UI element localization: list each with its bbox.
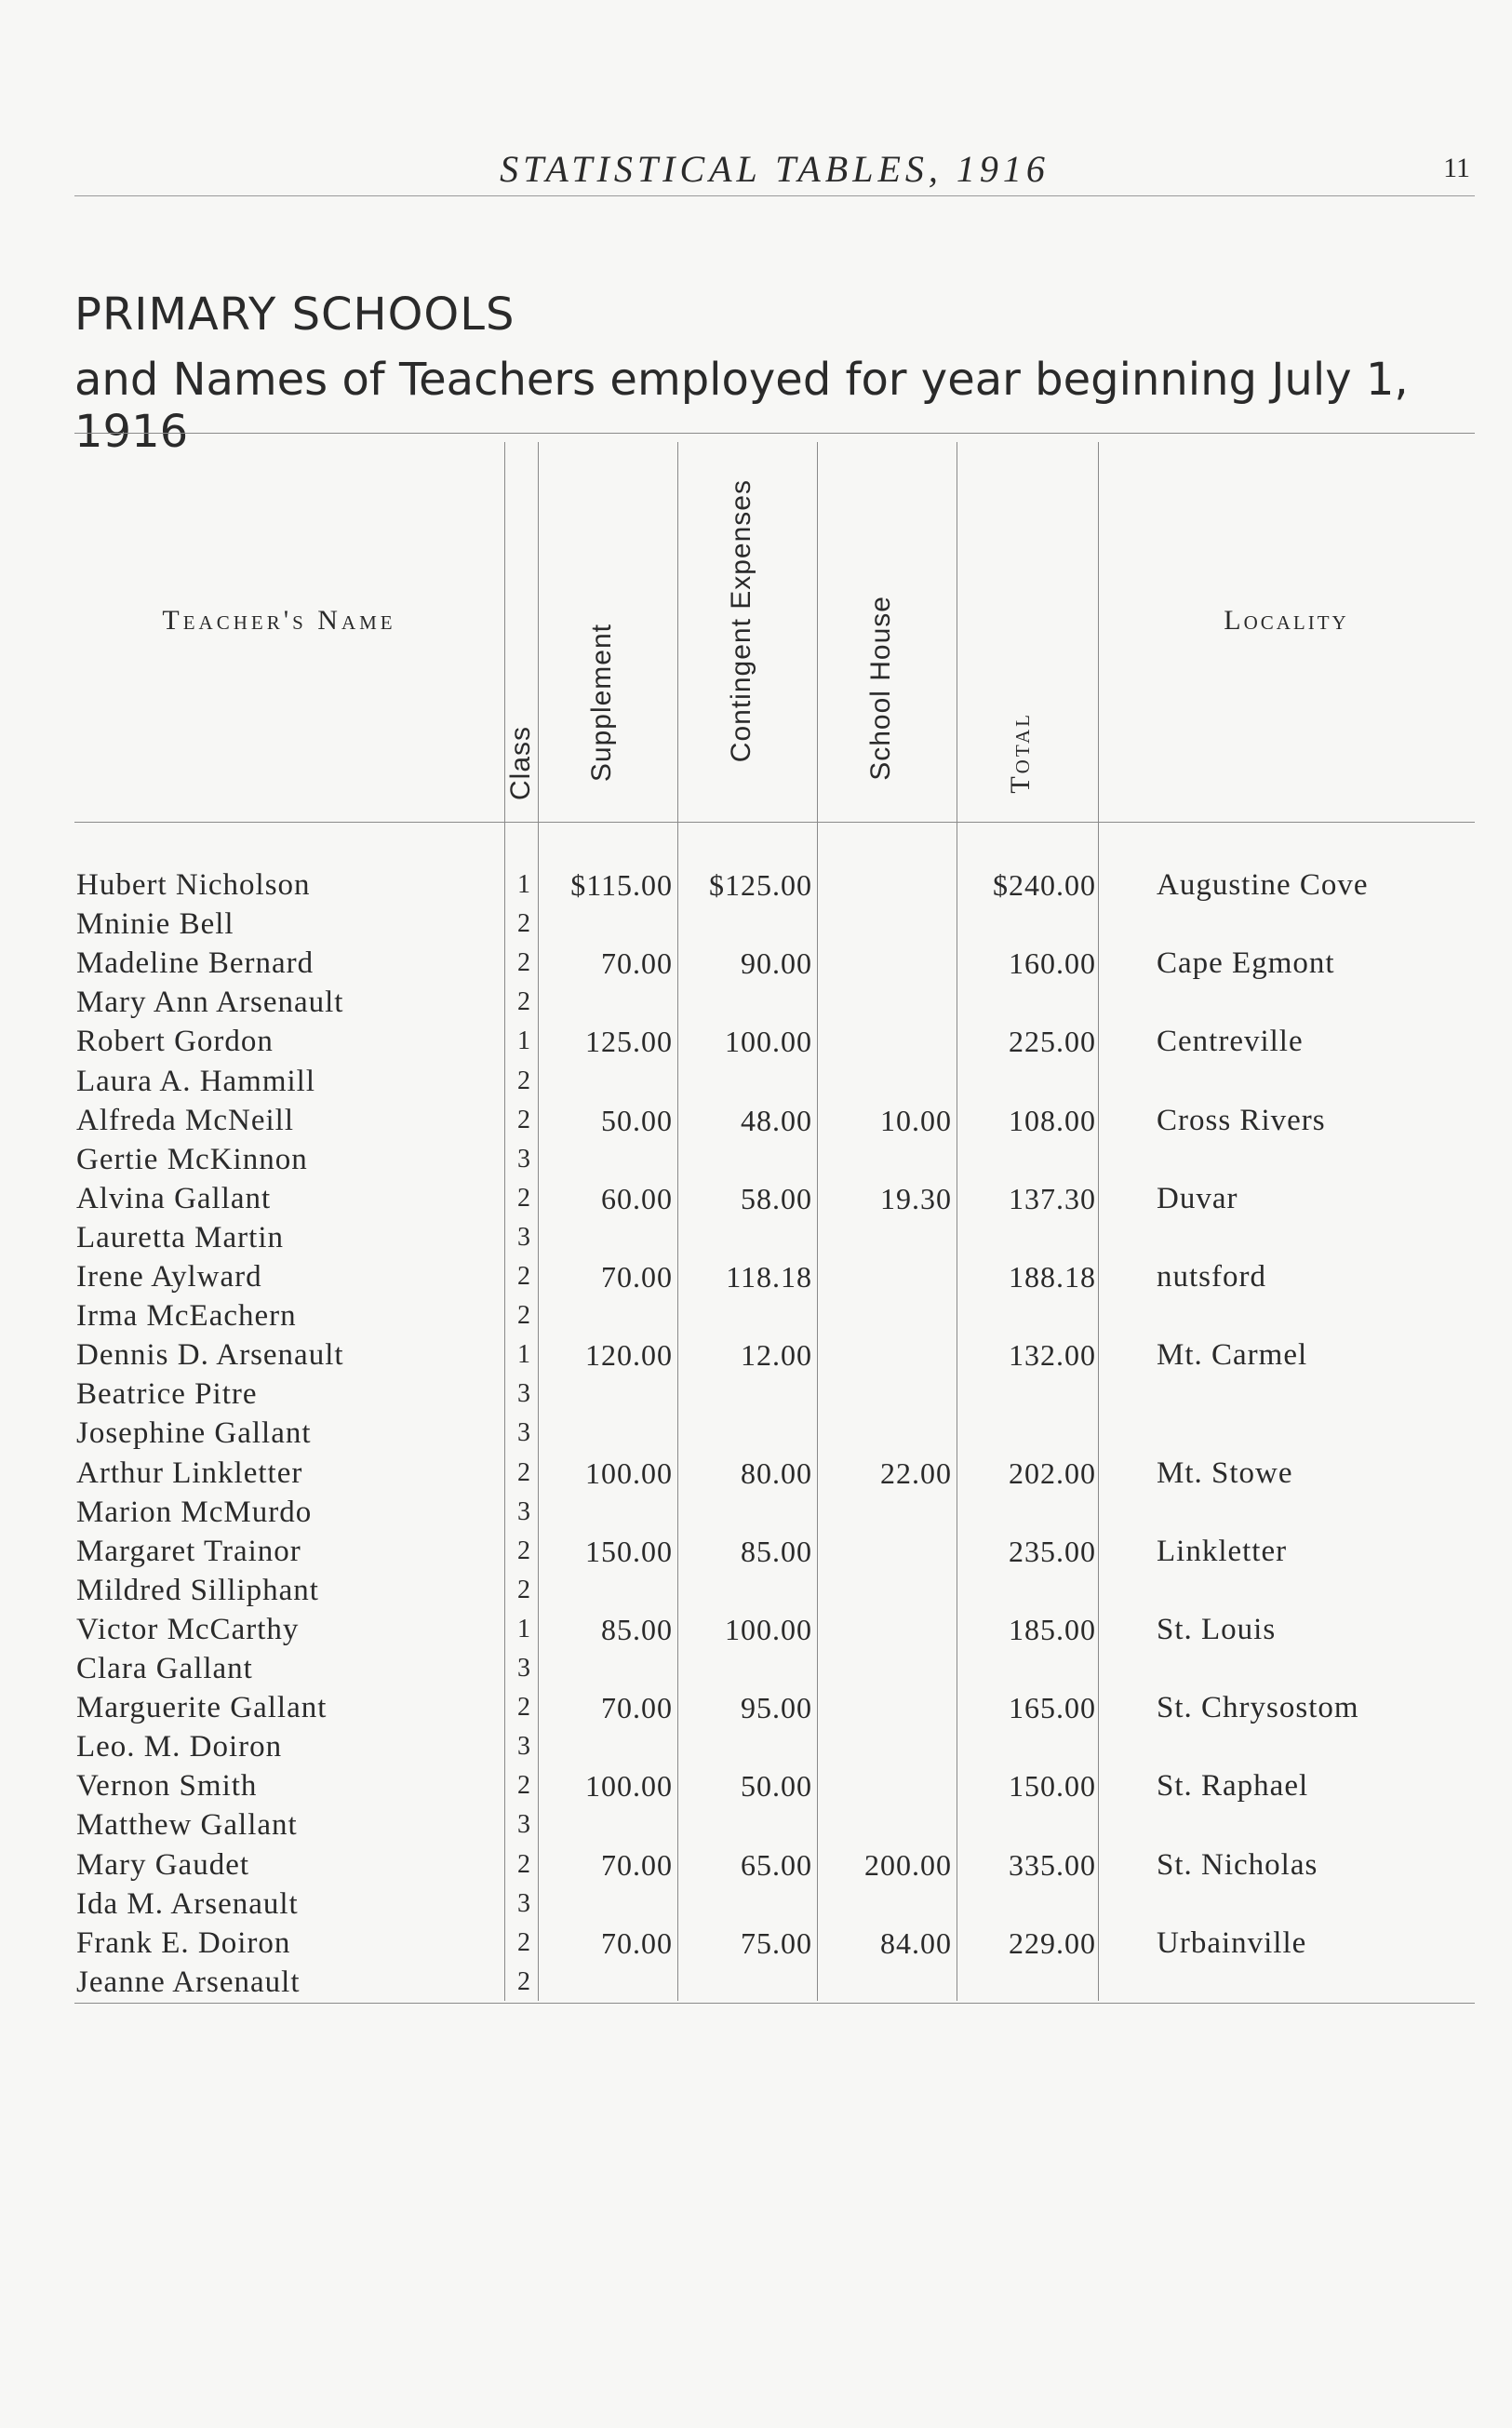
total-cell: 185.00 bbox=[1009, 1612, 1096, 1646]
table-row bbox=[0, 1493, 1512, 1532]
teacher-name: Leo. M. Doiron bbox=[76, 1730, 283, 1764]
class-cell: 3 bbox=[517, 1654, 530, 1683]
supplement-cell: 60.00 bbox=[601, 1181, 673, 1215]
table-row bbox=[0, 1179, 1512, 1218]
total-cell: 225.00 bbox=[1009, 1025, 1096, 1059]
teacher-name: Gertie McKinnon bbox=[76, 1142, 308, 1176]
total-cell: 132.00 bbox=[1009, 1338, 1096, 1373]
column-header-teacher: Teacher's Name bbox=[162, 605, 396, 636]
column-header-supplement: Supplement bbox=[586, 624, 617, 783]
contingent-cell: 65.00 bbox=[741, 1847, 812, 1882]
teacher-name: Ida M. Arsenault bbox=[76, 1886, 299, 1921]
table-row bbox=[0, 1649, 1512, 1688]
contingent-cell: 100.00 bbox=[725, 1025, 812, 1059]
class-cell: 2 bbox=[517, 1301, 530, 1331]
teacher-name: Vernon Smith bbox=[76, 1769, 258, 1804]
locality-cell: Duvar bbox=[1157, 1181, 1238, 1215]
teacher-name: Matthew Gallant bbox=[76, 1808, 298, 1843]
class-cell: 3 bbox=[517, 1379, 530, 1409]
teacher-name: Jeanne Arsenault bbox=[76, 1965, 301, 1999]
teacher-name: Mninie Bell bbox=[76, 907, 234, 942]
column-header-total: Total bbox=[1005, 712, 1036, 794]
class-cell: 2 bbox=[517, 1066, 530, 1095]
contingent-cell: 118.18 bbox=[726, 1260, 812, 1294]
table-row bbox=[0, 944, 1512, 983]
page-title: PRIMARY SCHOOLS bbox=[74, 288, 515, 341]
locality-cell: Centreville bbox=[1157, 1025, 1304, 1059]
teacher-name: Lauretta Martin bbox=[76, 1220, 284, 1254]
table-row bbox=[0, 1845, 1512, 1885]
supplement-cell: 70.00 bbox=[601, 1847, 673, 1882]
contingent-cell: 95.00 bbox=[741, 1691, 812, 1725]
column-header-locality: Locality bbox=[1224, 605, 1349, 636]
header-bottom-rule bbox=[74, 822, 1475, 823]
locality-cell: St. Nicholas bbox=[1157, 1847, 1318, 1882]
class-cell: 3 bbox=[517, 1888, 530, 1918]
total-cell: 108.00 bbox=[1009, 1103, 1096, 1137]
supplement-cell: 70.00 bbox=[601, 1925, 673, 1960]
contingent-cell: 90.00 bbox=[741, 946, 812, 981]
locality-cell: nutsford bbox=[1157, 1260, 1266, 1294]
locality-cell: St. Raphael bbox=[1157, 1769, 1309, 1804]
supplement-cell: 70.00 bbox=[601, 1691, 673, 1725]
table-row bbox=[0, 1532, 1512, 1571]
supplement-cell: 70.00 bbox=[601, 946, 673, 981]
table-row bbox=[0, 1610, 1512, 1649]
class-cell: 2 bbox=[517, 909, 530, 939]
teacher-name: Madeline Bernard bbox=[76, 946, 314, 981]
locality-cell: Linkletter bbox=[1157, 1534, 1288, 1568]
total-cell: 160.00 bbox=[1009, 946, 1096, 981]
teacher-name: Irene Aylward bbox=[76, 1260, 262, 1294]
class-cell: 2 bbox=[517, 1183, 530, 1213]
class-cell: 3 bbox=[517, 1418, 530, 1448]
class-cell: 2 bbox=[517, 987, 530, 1017]
teacher-name: Beatrice Pitre bbox=[76, 1377, 258, 1412]
table-row bbox=[0, 1375, 1512, 1414]
teacher-name: Alvina Gallant bbox=[76, 1181, 272, 1215]
table-row bbox=[0, 1885, 1512, 1924]
table-row bbox=[0, 1924, 1512, 1963]
table-row bbox=[0, 1335, 1512, 1375]
class-cell: 3 bbox=[517, 1810, 530, 1840]
locality-cell: St. Louis bbox=[1157, 1612, 1277, 1646]
class-cell: 1 bbox=[517, 870, 530, 899]
table-row bbox=[0, 1766, 1512, 1805]
school-house-cell: 84.00 bbox=[880, 1925, 952, 1960]
school-house-cell: 22.00 bbox=[880, 1455, 952, 1490]
total-cell: 188.18 bbox=[1009, 1260, 1096, 1294]
table-row bbox=[0, 1218, 1512, 1257]
total-cell: 202.00 bbox=[1009, 1455, 1096, 1490]
supplement-cell: 120.00 bbox=[585, 1338, 673, 1373]
teacher-name: Margaret Trainor bbox=[76, 1534, 301, 1568]
table-row bbox=[0, 865, 1512, 905]
teacher-name: Alfreda McNeill bbox=[76, 1103, 294, 1137]
teacher-name: Clara Gallant bbox=[76, 1652, 253, 1685]
total-cell: 235.00 bbox=[1009, 1534, 1096, 1568]
table-row bbox=[0, 1062, 1512, 1101]
column-header-class: Class bbox=[505, 726, 536, 801]
running-title: STATISTICAL TABLES, 1916 bbox=[500, 148, 1050, 190]
page-number: 11 bbox=[1443, 153, 1470, 183]
class-cell: 2 bbox=[517, 1771, 530, 1801]
class-cell: 2 bbox=[517, 1262, 530, 1291]
table-row bbox=[0, 1727, 1512, 1766]
teacher-name: Dennis D. Arsenault bbox=[76, 1338, 344, 1373]
teacher-name: Mildred Silliphant bbox=[76, 1573, 319, 1607]
contingent-cell: 48.00 bbox=[741, 1103, 812, 1137]
school-house-cell: 200.00 bbox=[864, 1847, 952, 1882]
teacher-name: Frank E. Doiron bbox=[76, 1925, 291, 1960]
table-bottom-rule bbox=[74, 2003, 1475, 2004]
total-cell: 137.30 bbox=[1009, 1181, 1096, 1215]
supplement-cell: 70.00 bbox=[601, 1260, 673, 1294]
total-cell: $240.00 bbox=[993, 868, 1096, 902]
table-top-rule bbox=[74, 433, 1475, 434]
table-row bbox=[0, 1688, 1512, 1727]
locality-cell: Cape Egmont bbox=[1157, 946, 1335, 981]
class-cell: 2 bbox=[517, 1457, 530, 1487]
page-subtitle: and Names of Teachers employed for year beginning July 1, 1916 bbox=[74, 354, 1409, 458]
contingent-cell: 80.00 bbox=[741, 1455, 812, 1490]
class-cell: 1 bbox=[517, 1614, 530, 1643]
locality-cell: St. Chrysostom bbox=[1157, 1691, 1359, 1725]
supplement-cell: 150.00 bbox=[585, 1534, 673, 1568]
table-row bbox=[0, 1296, 1512, 1335]
locality-cell: Mt. Stowe bbox=[1157, 1455, 1293, 1490]
table-row bbox=[0, 1571, 1512, 1610]
contingent-cell: 12.00 bbox=[741, 1338, 812, 1373]
contingent-cell: $125.00 bbox=[709, 868, 812, 902]
class-cell: 2 bbox=[517, 1575, 530, 1604]
supplement-cell: 100.00 bbox=[585, 1769, 673, 1804]
teacher-name: Victor McCarthy bbox=[76, 1612, 300, 1646]
total-cell: 150.00 bbox=[1009, 1769, 1096, 1804]
contingent-cell: 50.00 bbox=[741, 1769, 812, 1804]
teacher-name: Hubert Nicholson bbox=[76, 868, 311, 902]
total-cell: 335.00 bbox=[1009, 1847, 1096, 1882]
locality-cell: Mt. Carmel bbox=[1157, 1338, 1308, 1373]
contingent-cell: 75.00 bbox=[741, 1925, 812, 1960]
table-row bbox=[0, 1963, 1512, 2002]
class-cell: 2 bbox=[517, 1693, 530, 1723]
locality-cell: Urbainville bbox=[1157, 1925, 1307, 1960]
school-house-cell: 19.30 bbox=[880, 1181, 952, 1215]
school-house-cell: 10.00 bbox=[880, 1103, 952, 1137]
table-row bbox=[0, 1101, 1512, 1140]
teacher-name: Mary Ann Arsenault bbox=[76, 986, 344, 1020]
total-cell: 229.00 bbox=[1009, 1925, 1096, 1960]
class-cell: 3 bbox=[517, 1222, 530, 1252]
teacher-name: Robert Gordon bbox=[76, 1025, 274, 1059]
teacher-name: Irma McEachern bbox=[76, 1299, 297, 1334]
class-cell: 2 bbox=[517, 948, 530, 978]
supplement-cell: 125.00 bbox=[585, 1025, 673, 1059]
class-cell: 3 bbox=[517, 1496, 530, 1526]
supplement-cell: 50.00 bbox=[601, 1103, 673, 1137]
total-cell: 165.00 bbox=[1009, 1691, 1096, 1725]
contingent-cell: 85.00 bbox=[741, 1534, 812, 1568]
class-cell: 3 bbox=[517, 1144, 530, 1174]
table-row bbox=[0, 1454, 1512, 1493]
table-row bbox=[0, 1805, 1512, 1844]
column-header-contingent: Contingent Expenses bbox=[726, 479, 756, 763]
locality-cell: Augustine Cove bbox=[1157, 868, 1369, 902]
class-cell: 1 bbox=[517, 1026, 530, 1056]
class-cell: 1 bbox=[517, 1340, 530, 1370]
table-row bbox=[0, 1414, 1512, 1453]
table-row bbox=[0, 905, 1512, 944]
contingent-cell: 100.00 bbox=[725, 1612, 812, 1646]
column-header-school-house: School House bbox=[865, 596, 896, 781]
table-row bbox=[0, 983, 1512, 1022]
teacher-name: Marguerite Gallant bbox=[76, 1691, 328, 1725]
teacher-name: Marion McMurdo bbox=[76, 1495, 313, 1529]
contingent-cell: 58.00 bbox=[741, 1181, 812, 1215]
class-cell: 2 bbox=[517, 1966, 530, 1996]
teacher-name: Mary Gaudet bbox=[76, 1847, 250, 1882]
teacher-name: Arthur Linkletter bbox=[76, 1455, 303, 1490]
supplement-cell: 100.00 bbox=[585, 1455, 673, 1490]
supplement-cell: $115.00 bbox=[570, 868, 673, 902]
table-row bbox=[0, 1257, 1512, 1296]
supplement-cell: 85.00 bbox=[601, 1612, 673, 1646]
running-header bbox=[74, 140, 1475, 196]
teacher-name: Laura A. Hammill bbox=[76, 1064, 316, 1098]
class-cell: 2 bbox=[517, 1536, 530, 1565]
table-row bbox=[0, 1022, 1512, 1061]
class-cell: 3 bbox=[517, 1732, 530, 1762]
class-cell: 2 bbox=[517, 1105, 530, 1134]
class-cell: 2 bbox=[517, 1849, 530, 1879]
table-row bbox=[0, 1140, 1512, 1179]
teacher-name: Josephine Gallant bbox=[76, 1416, 312, 1451]
locality-cell: Cross Rivers bbox=[1157, 1103, 1326, 1137]
class-cell: 2 bbox=[517, 1927, 530, 1957]
